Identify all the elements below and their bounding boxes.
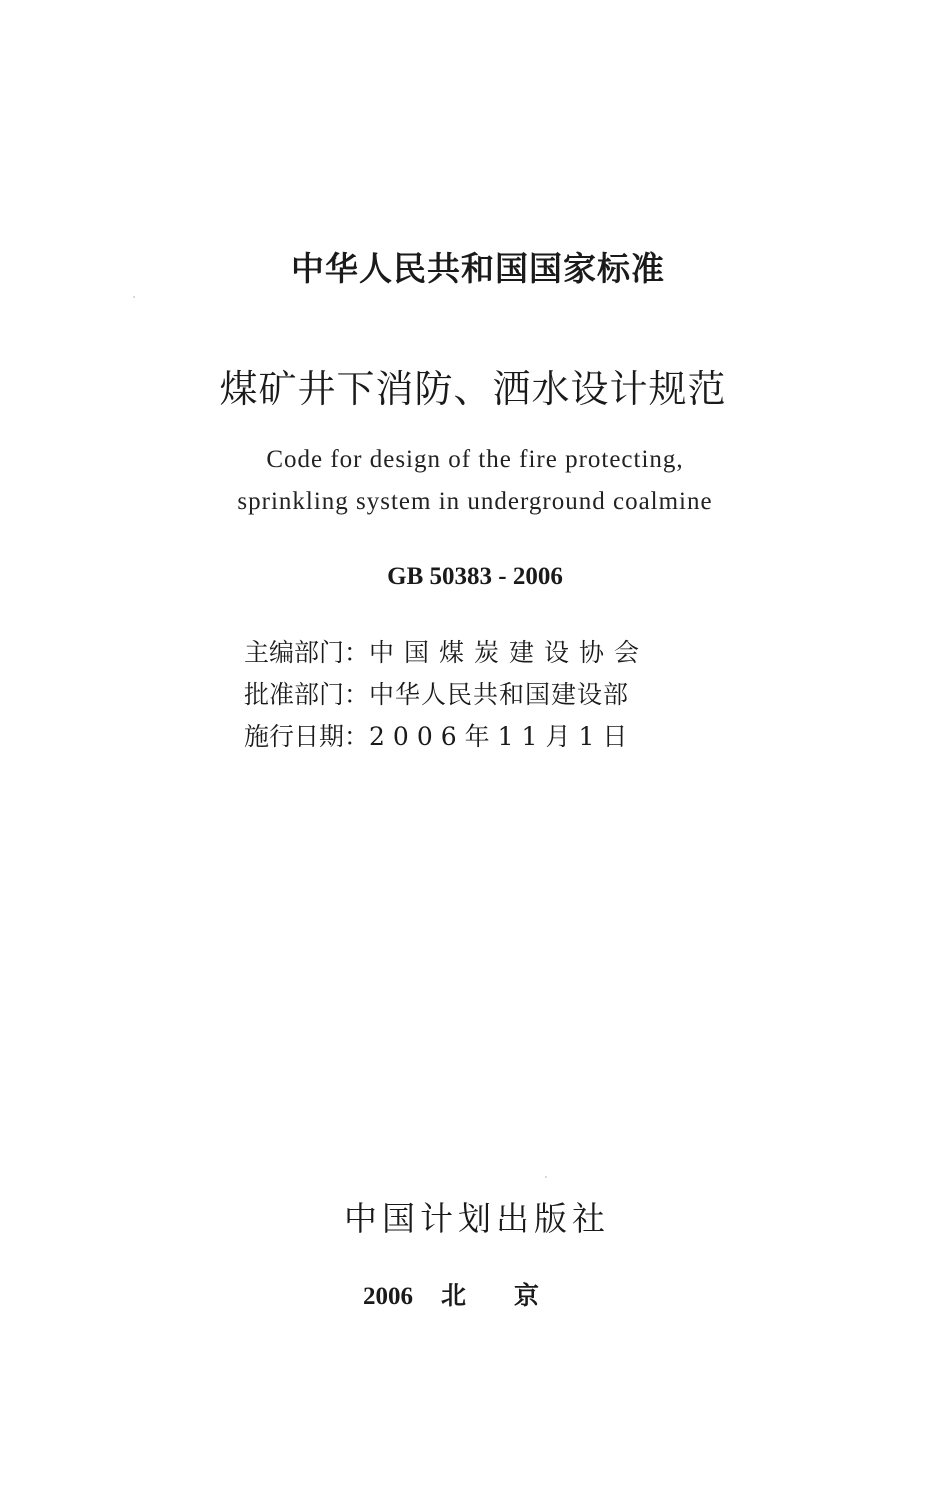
publication-city: 北京	[440, 1281, 587, 1310]
document-title-chinese: 煤矿井下消防、洒水设计规范	[219, 367, 727, 411]
publication-year-city	[0, 1276, 950, 1312]
editor-row	[244, 632, 714, 674]
publication-year: 2006	[362, 1283, 413, 1310]
scan-speck	[133, 296, 135, 298]
effective-date-row	[244, 716, 714, 758]
publisher-name: 中国计划出版社	[344, 1199, 610, 1238]
document-title-english-line-1: Code for design of the fire protecting,	[266, 446, 684, 473]
editor-label: 主编部门：	[244, 638, 370, 667]
approver-value: 中华人民共和国建设部	[369, 680, 630, 709]
approver-row	[244, 674, 714, 716]
document-title-english-line-2: sprinkling system in underground coalmine	[237, 488, 713, 515]
approver-label: 批准部门：	[244, 680, 370, 709]
effective-date-label: 施行日期：	[244, 722, 370, 751]
national-standard-heading: 中华人民共和国国家标准	[291, 249, 665, 288]
standard-number: GB 50383 - 2006	[387, 563, 563, 590]
editor-value: 中国煤炭建设协会	[369, 638, 650, 667]
document-meta	[244, 632, 714, 758]
effective-date-value: 2006年11月1日	[369, 722, 636, 751]
scan-speck	[545, 1176, 547, 1178]
